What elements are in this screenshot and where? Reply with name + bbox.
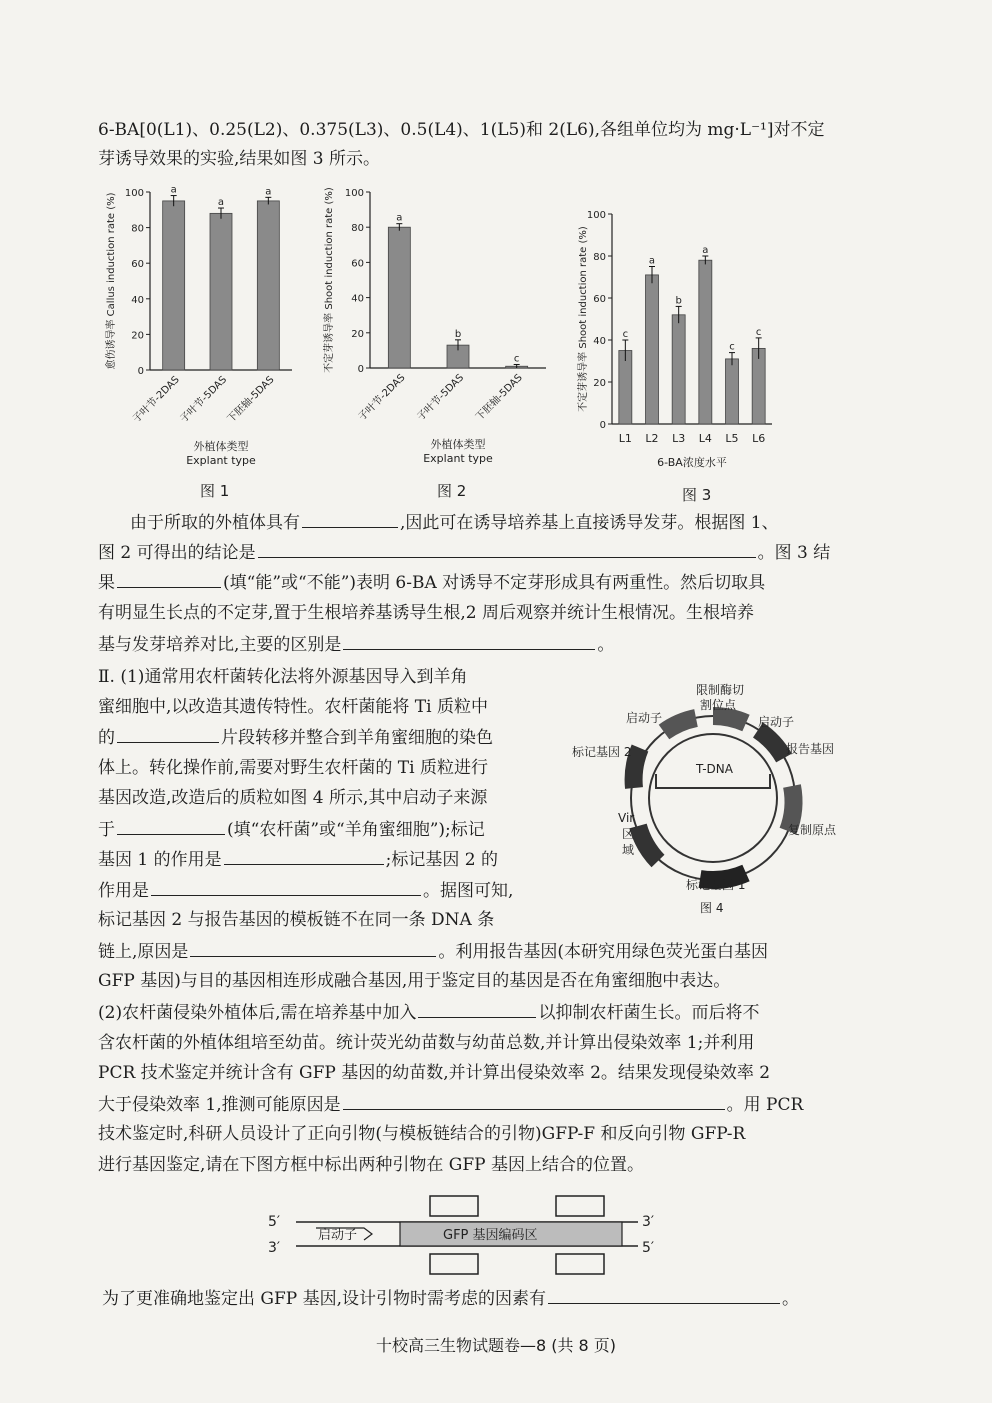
answer-blank[interactable] — [224, 846, 384, 865]
significance-label: b — [454, 328, 462, 340]
promoter-label: 启动子 — [318, 1228, 358, 1243]
vir-label-2: 区 — [622, 827, 635, 841]
q2-line-15: 大于侵染效率 1,推测可能原因是 。用 PCR — [98, 1091, 803, 1118]
primer-box-top-right[interactable] — [556, 1196, 604, 1216]
y-tick-label: 80 — [593, 252, 606, 263]
q2-line-5: 基因改造,改造后的质粒如图 4 所示,其中启动子来源 — [98, 788, 488, 808]
x-axis-label: 6-BA浓度水平 — [657, 456, 727, 469]
primer-box-bottom-right[interactable] — [556, 1254, 604, 1274]
promoter-left-label: 启动子 — [626, 711, 663, 725]
y-tick-label: 100 — [344, 188, 364, 199]
answer-blank[interactable] — [117, 569, 221, 588]
q2-line-8: 作用是 。据图可知, — [98, 877, 513, 904]
promoter-right-label: 启动子 — [758, 715, 795, 729]
marker2-segment — [634, 748, 640, 788]
strand-label-bottom-3: 3′ — [268, 1240, 281, 1256]
y-tick-label: 40 — [131, 294, 144, 306]
x-tick-label: 子叶节-5DAS — [415, 372, 467, 424]
y-tick-label: 60 — [131, 259, 144, 271]
x-tick-label: L2 — [645, 432, 659, 445]
significance-label: a — [396, 212, 403, 224]
bar — [619, 351, 632, 425]
q2-line-7: 基因 1 的作用是 ;标记基因 2 的 — [98, 846, 498, 873]
bar — [210, 213, 232, 370]
q2-line-18: 为了更准确地鉴定出 GFP 基因,设计引物时需考虑的因素有 。 — [102, 1285, 799, 1312]
figure-4 — [568, 676, 858, 930]
q2-line-9: 标记基因 2 与报告基因的模板链不在同一条 DNA 条 — [98, 910, 495, 930]
x-tick-label: L1 — [618, 432, 632, 445]
q1-line-4: 有明显生长点的不定芽,置于生根培养基诱导生根,2 周后观察并统计生根情况。生根培养 — [98, 603, 755, 623]
vir-segment — [638, 826, 658, 861]
x-axis-label: 外植体类型 — [430, 438, 486, 451]
y-tick-label: 20 — [131, 330, 144, 342]
vir-label: Vir — [618, 811, 635, 825]
intro-line-2: 芽诱导效果的实验,结果如图 3 所示。 — [98, 149, 381, 169]
q1-line-5: 基与发芽培养对比,主要的区别是 。 — [98, 631, 614, 658]
q1-line-1: 由于所取的外植体具有 ,因此可在诱导培养基上直接诱导发芽。根据图 1、 — [130, 509, 779, 536]
restriction-label: 限制酶切 — [696, 683, 745, 697]
x-tick-label: 下胚轴-5DAS — [225, 374, 277, 426]
significance-label: c — [513, 353, 520, 365]
q2-line-10: 链上,原因是 。利用报告基因(本研究用绿色荧光蛋白基因 — [98, 938, 768, 965]
y-tick-label: 60 — [593, 294, 606, 305]
y-axis-label: 不定芽诱导率 Shoot induction rate (%) — [324, 187, 335, 373]
significance-label: a — [217, 197, 225, 209]
chart-2 — [318, 180, 558, 485]
bar — [752, 348, 765, 424]
y-tick-label: 100 — [586, 210, 606, 221]
answer-blank[interactable] — [302, 509, 398, 528]
bar — [388, 227, 410, 368]
reporter-segment — [758, 730, 784, 758]
significance-label: a — [702, 245, 709, 256]
q2-line-11: GFP 基因)与目的基因相连形成融合基因,用于鉴定目的基因是否在角蜜细胞中表达。 — [98, 971, 731, 991]
ori-label: 复制原点 — [788, 823, 837, 837]
significance-label: c — [622, 329, 629, 340]
primer-box-bottom-left[interactable] — [430, 1254, 478, 1274]
q1-line-2: 图 2 可得出的结论是 。图 3 结 — [98, 539, 830, 566]
x-axis-label: 外植体类型 — [193, 440, 249, 453]
answer-blank[interactable] — [117, 724, 219, 743]
bar — [257, 201, 279, 370]
figure-3 — [572, 200, 787, 489]
x-axis-label-en: Explant type — [186, 454, 256, 467]
figure-2-caption: 图 2 — [437, 482, 467, 500]
answer-blank[interactable] — [343, 1091, 725, 1110]
marker2-label: 标记基因 2 — [572, 745, 632, 759]
q2-line-4: 体上。转化操作前,需要对野生农杆菌的 Ti 质粒进行 — [98, 758, 488, 778]
q2-line-3: 的 片段转移并整合到羊角蜜细胞的染色 — [98, 724, 493, 751]
reporter-label: 报告基因 — [786, 742, 835, 756]
q2-line-6: 于 (填“农杆菌”或“羊角蜜细胞”);标记 — [98, 816, 485, 843]
x-axis-label-en: Explant type — [423, 452, 493, 465]
figure-3-caption: 图 3 — [682, 486, 712, 504]
y-tick-label: 40 — [351, 293, 364, 305]
x-tick-label: L3 — [672, 432, 686, 445]
primer-box-top-left[interactable] — [430, 1196, 478, 1216]
strand-label-top-3: 3′ — [642, 1214, 655, 1230]
chart-1 — [100, 180, 310, 485]
answer-blank[interactable] — [418, 999, 536, 1018]
gfp-coding-label: GFP 基因编码区 — [443, 1228, 538, 1243]
y-axis-label: 不定芽诱导率 Shoot induction rate (%) — [578, 226, 589, 412]
tdna-label: T-DNA — [696, 762, 733, 776]
y-tick-label: 0 — [137, 366, 144, 377]
y-tick-label: 20 — [351, 328, 364, 340]
figure-1 — [100, 180, 310, 489]
significance-label: b — [675, 295, 682, 307]
y-tick-label: 100 — [124, 188, 144, 199]
x-tick-label: 子叶节-5DAS — [178, 374, 230, 426]
q2-line-16: 技术鉴定时,科研人员设计了正向引物(与模板链结合的引物)GFP-F 和反向引物 GFP-R — [98, 1124, 746, 1144]
restriction-site — [713, 716, 746, 723]
significance-label: a — [170, 184, 177, 196]
promoter-left-segment — [664, 718, 696, 732]
significance-label: c — [729, 341, 735, 353]
figure-1-caption: 图 1 — [200, 482, 230, 500]
plasmid-diagram — [568, 676, 858, 926]
q2-line-2: 蜜细胞中,以改造其遗传特性。农杆菌能将 Ti 质粒中 — [98, 697, 488, 717]
bar — [672, 315, 685, 424]
x-tick-label: 子叶节-2DAS — [131, 374, 182, 426]
answer-blank[interactable] — [343, 631, 595, 650]
gfp-gene-svg — [268, 1192, 668, 1282]
q2-line-13: 含农杆菌的外植体组培至幼苗。统计荧光幼苗数与幼苗总数,并计算出侵染效率 1;并利用 — [98, 1033, 755, 1053]
strand-label-bottom-5: 5′ — [642, 1240, 655, 1256]
restriction-label-2: 割位点 — [700, 698, 737, 712]
y-tick-label: 60 — [351, 258, 364, 270]
y-tick-label: 80 — [351, 223, 364, 235]
q1-line-3: 果 (填“能”或“不能”)表明 6-BA 对诱导不定芽形成具有两重性。然后切取具 — [98, 569, 765, 596]
answer-blank[interactable] — [548, 1285, 780, 1304]
answer-blank[interactable] — [117, 816, 225, 835]
y-tick-label: 0 — [599, 420, 606, 431]
figure-4-caption: 图 4 — [700, 901, 724, 915]
bar — [646, 275, 659, 424]
x-tick-label: L6 — [752, 432, 766, 445]
page-footer: 十校高三生物试题卷—8 (共 8 页) — [375, 1336, 617, 1355]
significance-label: a — [648, 255, 656, 267]
q2-line-17: 进行基因鉴定,请在下图方框中标出两种引物在 GFP 基因上结合的位置。 — [98, 1155, 645, 1175]
x-tick-label: L5 — [725, 432, 739, 445]
vir-label-3: 域 — [622, 843, 635, 857]
q2-line-14: PCR 技术鉴定并统计含有 GFP 基因的幼苗数,并计算出侵染效率 2。结果发现侵染效率 2 — [98, 1063, 771, 1083]
significance-label: c — [755, 326, 762, 338]
q2-line-12: (2)农杆菌侵染外植体后,需在培养基中加入 以抑制农杆菌生长。而后将不 — [98, 999, 759, 1026]
x-tick-label: 子叶节-2DAS — [356, 372, 408, 424]
marker1-label: 标记基因 1 — [686, 878, 746, 892]
q2-line-1: Ⅱ. (1)通常用农杆菌转化法将外源基因导入到羊角 — [98, 667, 468, 687]
x-tick-label: L4 — [698, 432, 712, 445]
strand-label-top-5: 5′ — [268, 1214, 281, 1230]
figure-2 — [318, 180, 558, 489]
y-tick-label: 20 — [593, 378, 606, 389]
gfp-diagram — [268, 1192, 668, 1286]
answer-blank[interactable] — [190, 938, 436, 957]
intro-line-1: 6-BA[0(L1)、0.25(L2)、0.375(L3)、0.5(L4)、1(L5)和 2(L6),各组单位均为 mg·L⁻¹]对不定 — [98, 120, 825, 140]
y-axis-label: 愈伤诱导率 Callus induction rate (%) — [106, 192, 117, 370]
bar — [163, 201, 185, 370]
bar — [726, 359, 739, 424]
y-tick-label: 80 — [131, 223, 144, 235]
answer-blank[interactable] — [258, 539, 756, 558]
bar — [699, 260, 712, 424]
y-tick-label: 40 — [593, 336, 606, 347]
answer-blank[interactable] — [151, 877, 421, 896]
y-tick-label: 0 — [357, 364, 364, 375]
x-tick-label: 下胚轴-5DAS — [474, 372, 525, 424]
significance-label: a — [265, 186, 272, 198]
chart-3 — [572, 200, 787, 485]
